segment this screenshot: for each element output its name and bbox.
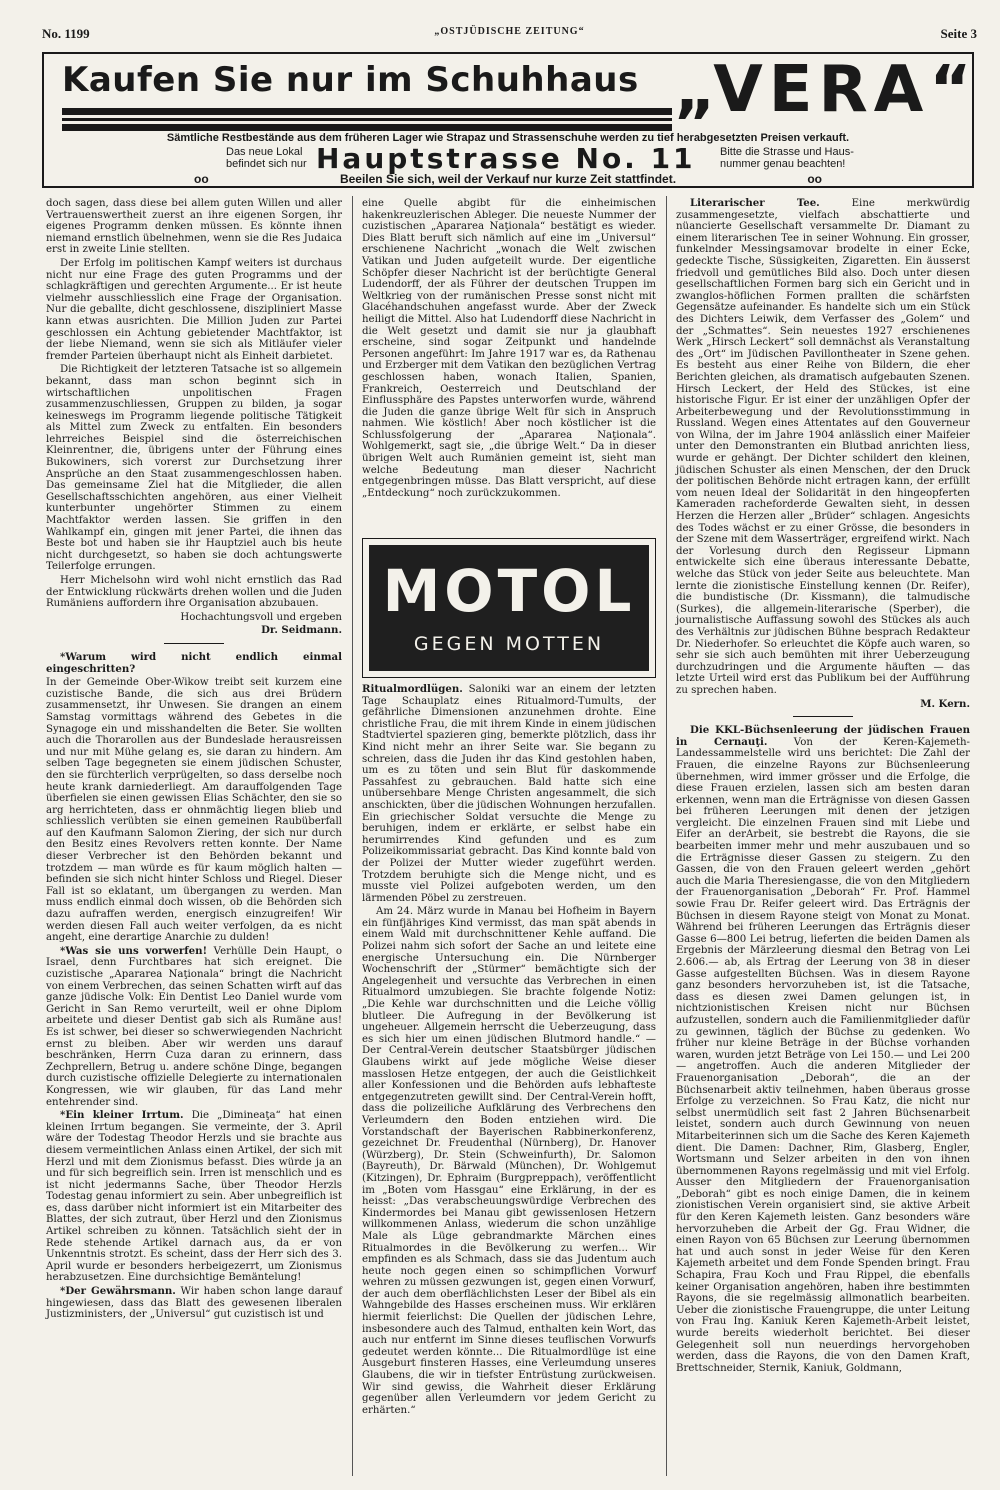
ad-headline: Kaufen Sie nur im Schuhhaus bbox=[62, 60, 639, 100]
ad-footer: Beeilen Sie sich, weil der Verkauf nur kurze Zeit stattfindet. bbox=[339, 172, 677, 186]
ad-location-line: befindet sich nur bbox=[226, 158, 307, 170]
ad-bar bbox=[62, 118, 672, 121]
motol-advertisement bbox=[362, 538, 656, 678]
shoe-store-advertisement bbox=[42, 52, 978, 188]
letter-signature: Dr. Seidmann. bbox=[261, 624, 342, 637]
page-number: Seite 3 bbox=[940, 26, 977, 41]
paragraph: Saloniki war an einem der letzten Tage Schauplatz eines Ritualmord-Tumults, der gefährliche Dimensionen anzunehmen drohte. Eine christliche Frau, die mit ihrem Kinde in einem jüdischen Stadtviertel spazieren ging, bemerkte plötzlich, dass ihr Kind nicht mehr an ihrer Seite war. Sie begann zu schreien, dass die Juden ihr das Kind gestohlen haben, um es zu töten und sein Blut für daskommende Passahfest zu gebrauchen. Bald hatte sich eine unübersehbare Menge Christen angesammelt, die sich anschickten, über die jüdischen Wohnungen herzufallen. Ein griechischer Soldat versuchte die Menge zu beruhigen, indem er erklärte, er selbst habe ein herumirrendes Kind gefunden und es zum Polizeikommissariat gebracht. Das Kind konnte bald von der Polizei der Mutter wieder zugeführt werden. Trotzdem beruhigte sich die Menge nicht, und es musste viel Polizei aufgeboten werden, um den lärmenden Pöbel zu zerstreuen. bbox=[362, 684, 656, 904]
paragraph: Am 24. März wurde in Manau bei Hofheim in Bayern ein fünfjähriges Kind vermisst, das man spät abends in einem Wald mit durchschnittener Kehle auffand. Die Polizei nahm sich sofort der Sache an und leitete eine energische Untersuchung ein. Die Nürnberger Wochenschrift der „Stürmer“ bemächtigte sich der Angelegenheit und versuchte das Verbrechen in einen Ritualmord umzubiegen. Sie brachte folgende Notiz: „Die Kehle war durchschnitten und die Leiche völlig blutleer. Die Aufregung in der Bevölkerung ist ungeheuer. Allgemein herrscht die Ueberzeugung, dass es sich hier um einen jüdischen Blutmord handle.“ — Der Central-Verein deutscher Staatsbürger jüdischen Glaubens wirkt auf jede mögliche Weise dieser masslosen Hetze entgegen, der auch die Geistlichkeit aller Konfessionen und die Behörden aufs lebhafteste entgegenzutreten gewillt sind. Der Central-Verein hofft, dass die polizeiliche Aufklärung des Verbrechens den Verleumdern den Boden entziehen wird. Die Vorstandschaft der Bayerischen Rabbinerkonferenz, gezeichnet Dr. Freudenthal (Nürnberg), Dr. Hanover (Würzberg), Dr. Stein (Schweinfurth), Dr. Salomon (Bayreuth), Dr. Bärwald (München), Dr. Wohlgemut (Kitzingen), Dr. Ephraim (Burgpreppach), veröffentlicht im „Boten vom Hassgau“ eine Erklärung, in der es heisst: „Das verabscheuungswürdige Verbrechen des Kindermordes bei Manau gibt gewissenlosen Hetzern willkommenen Anlass, wiederum die schon unzählige Male als Lüge gebrandmarkte Märchen eines Ritualmordes in die Bevölkerung zu werfen... Wir empfinden es als Schmach, dass sie das Judentum auch heute noch gegen einen so schimpflichen Vorwurf wehren zu müssen gezwungen ist, gegen einen Vorwurf, der auch dem oberflächlichsten Leser der Bibel als ein Wahngebilde des Hasses erscheinen muss. Wir erklären hiermit feierlichst: Die Quellen der jüdischen Lehre, insbesondere auch des Talmud, enthalten kein Wort, das auch nur entfernt im Sinne dieses teuflischen Vorwurfs gedeutet werden könnte... Die Ritualmordlüge ist eine Ausgeburt finsteren Hasses, eine Verleumdung unseres Glaubens, die wir in tiefster Entrüstung zurückweisen. Wir sind gewiss, die Wahrheit dieser Erklärung gegenüber allen Verleumdern vor jedem Gericht zu erhärten.“ bbox=[362, 906, 656, 1416]
ad-address-hint bbox=[720, 146, 854, 170]
column-middle-bottom bbox=[362, 684, 656, 1418]
paragraph: In der Gemeinde Ober-Wikow treibt seit kurzem eine cuzistische Bande, die sich aus drei Brüdern zusammensetzt, ihr Unwesen. Sie drangen an einem Samstag vormittags während des Gebetes in die Synagoge ein und misshandelten die Beter. Sie wollten auch die Thorarollen aus der Bundeslade herausreissen und nur mit Mühe gelang es, sie daran zu hindern. Am selben Tage begegneten sie einem jüdischen Schuster, den sie fürchterlich verprügelten, so dass derselbe noch heute krank darniederliegt. Am darauffolgenden Tage überfielen sie einen gewissen Elias Schächter, den sie so arg herrichteten, dass er ohnmächtig liegen blieb und schliesslich verübten sie einen gemeinen Raubüberfall auf den Kaufmann Salomon Ziering, der sich nur durch den Besitz eines Revolvers retten konnte. Der Name dieser Verbrecher ist den Behörden bekannt und trotzdem — man würde es für kaum möglich halten — befinden sie sich nicht hinter Schloss und Riegel. Dieser Fall ist so eklatant, um übergangen zu werden. Man muss endlich einmal doch wissen, ob die Behörden sich dazu aufraffen werden, energisch einzugreifen! Wir werden diesen Fall auch weiter verfolgen, da es nicht angeht, eine derartige Anarchie zu dulden! bbox=[46, 677, 342, 944]
ad-location-line: Das neue Lokal bbox=[226, 146, 303, 158]
ad-brand: „VERA“ bbox=[674, 53, 978, 127]
article-heading: *Warum wird nicht endlich einmal eingeschritten? bbox=[46, 650, 342, 675]
ad-subline: Sämtliche Restbestände aus dem früheren Lager wie Strapaz und Strassenschuhe werden zu tief herabgesetzten Preisen verkauft. bbox=[166, 132, 850, 144]
motol-brand: MOTOL bbox=[382, 557, 636, 625]
ad-address: Hauptstrasse No. 11 bbox=[316, 142, 696, 175]
article-heading: *Was sie uns vorwerfen! bbox=[60, 944, 208, 957]
section-rule bbox=[793, 716, 853, 717]
article-signature: M. Kern. bbox=[920, 697, 970, 710]
article-heading: Die KKL-Büchsenleerung der jüdischen Frauen in Cernauţi. bbox=[676, 724, 970, 748]
paragraph: Wir haben schon lange darauf hingewiesen, dass das Blatt des gewesenen liberalen Justizministers, der „Universul“ gut cuzistisch ist und bbox=[46, 1286, 342, 1321]
ad-hint-line: Bitte die Strasse und Haus- bbox=[720, 146, 854, 158]
ad-bar bbox=[62, 108, 672, 115]
paragraph: Von der Keren-Kajemeth-Landessammelstelle wird uns berichtet: Die Zahl der Frauen, die einzelne Rayons zur Büchsenleerung übernehmen, wird immer grösser und die Erfolge, die diese Frauen erzielen, lassen sich am besten daran erkennen, wenn man die Erträgnisse von diesen Gassen bei früheren Leerungen mit denen der jetzigen vergleicht. Die einzelnen Frauen sind mit Liebe und Eifer an derArbeit, sie bestrebt die Rayons, die sie bearbeiten immer mehr und mehr auszubauen und so die Erträgnisse dieser Gassen zu steigern. Zu den Gassen, die von den Frauen geleert werden „gehört auch die Maria Theresiengasse, die von den Mitgliedern der Frauenorganisation „Deborah“ Fr. Prof. Hammel sowie Frau Dr. Reifer geleert wird. Das Erträgnis der Büchsen in diesem Rayone steigt von Monat zu Monat. Während bei früheren Leerungen das Erträgnis dieser Gasse 6—800 Lei betrug, lieferten die beiden Damen als Ergebnis der Märzleerung diesmal den Betrag von Lei 2.606.— ab, als Ertrag der Leerung von 38 in dieser Gasse aufgestellten Büchsen. Was in diesem Rayone ganz besonders hervorzuheben ist, ist die Tatsache, dass es diesen zwei Damen gelungen ist, in nichtzionistischen Kreisen nicht nur Büchsen aufzustellen, sondern auch die Familienmitglieder dafür zu gewinnen, täglich der Büchse zu gedenken. Wo früher nur kleine Beträge in der Büchse vorhanden waren, wurden jetzt Beträge von Lei 150.— und Lei 200 — angetroffen. Auch die anderen Mitglieder der Frauenorganisation „Deborah“, die an der Büchsenarbeit aktiv teilnehmen, haben überaus grosse Erfolge zu verzeichnen. So Frau Katz, die nicht nur selbst unermüdlich seit fast 2 Jahren Büchsenarbeit leistet, sondern auch durch Gewinnung von neuen Mitarbeiterinnen sich um die Sache des Keren Kajemeth dient. Die Damen: Dachner, Rim, Glasberg, Engler, Wortsmann und Selzer arbeiten in den von ihnen übernommenen Rayons regelmässig und mit viel Erfolg. Ausser den Mitgliedern der Frauenorganisation „Deborah“ gibt es noch einige Damen, die in keinem zionistischen Verein organisiert sind, sie aktive Arbeit für den Keren Kajemeth leisten. Ganz besonders wäre hervorzuheben die Arbeit der Gg. Frau Widner, die einen Rayon von 65 Büchsen zur Leerung übernommen hat und auch sonst in jeder Weise für den Keren Kajemeth arbeitet und dem Fonde Spenden bringt. Frau Schapira, Frau Koch und Frau Rippel, die ebenfalls keiner Organisation angehören, haben ihre bestimmten Rayons, die sie regelmässig allmonatlich bearbeiten. Ueber die zionistische Frauengruppe, die unter Leitung von Frau Ing. Kaniuk Keren Kajemeth-Arbeit leistet, wurde bereits wiederholt berichtet. Bei dieser Gelegenheit soll nun neuerdings hervorgehoben werden, dass die Rayons, die von den Damen Kraft, Brettschneider, Sternik, Kaniuk, Goldmann, bbox=[676, 736, 970, 1374]
paragraph: Der Erfolg im politischen Kampf weiters ist durchaus nicht nur eine Frage des guten Programms und der schlagkräftigen und gerechten Argumente... Er ist heute vielmehr ausschliesslich eine Frage der Organisation. Nur die geballte, dicht geschlossene, diszipliniert Masse kann etwas ausrichten. Die Million Juden zur Partei geschlossen ein Achtung gebietender Machtfaktor, ist der liebe Niemand, wenn sie sich als Mitläufer vieler fremder Parteien überhaupt nicht als Einheit darbietet. bbox=[46, 257, 342, 362]
paragraph: Eine merkwürdig zusammengesetzte, vielfach abschattierte und nüancierte Gesellschaft versammelte Dr. Diamant zu einem literarischen Tee in seiner Wohnung. Ein grosser, funkelnder Messingsamovar brodelte in einer Ecke, gedeckte Tische, Süssigkeiten, Zigaretten. Ein äusserst friedvoll und gemütliches Bild also. Doch unter diesen gesellschaftlichen Formen barg sich ein Gericht und in zwanglos-höflichen Formen prallten die schärfsten Gegensätze aufeinander. Es handelte sich um ein Stück des Dichters Leiwik, dem Verfasser des „Golem“ und der „Schmattes“. Sein neuestes 1927 erschienenes Werk „Hirsch Leckert“ soll demnächst als Veranstaltung des „Ort“ im Jüdischen Pavillontheater in Szene gehen. Es besteht aus einer Reihe von Bildern, die eher Berichten gleichen, als dramatisch aufgebauten Szenen. Hirsch Leckert, der Held des Stückes, ist eine historische Figur. Er ist einer der unzähligen Opfer der Arbeiterbewegung und der Revolutionsstimmung in Russland. Wegen eines Attentates auf den Gouverneur von Wilna, der im Jahre 1904 anlässlich einer Maifeier unter den Demonstranten ein Blutbad anrichten liess, wurde er gehängt. Der Dichter schildert den kleinen, jüdischen Schuster als einen Menschen, der den Druck der politischen Behörde nicht ertragen kann, der erfüllt vom neuen Ideal der Solidarität in den hingeopferten Kameraden racheforderde Gewalten sieht, in dessen Herzen die Herzen aller „Brüder“ schlagen. Angesichts des Todes wächst er zu einer Grösse, die besonders in der Szene mit dem Wasserträger, ergreifend wirkt. Nach der Vorlesung durch den Regisseur Lipmann entwickelte sich eine überaus interessante Debatte, welche das Stück von jeder Seite aus beleuchtete. Man lernte die zionistische Einstellung kennen (Dr. Reifer), die bundistische (Dr. Kissmann), die talmudische (Surkes), die allgemein-literarische (Sperber), die journalistische Auffassung sowohl des Stückes als auch des Verhältnis zur jüdischen Bühne besprach Redakteur Dr. Niederhofer. So erleuchtet die Köpfe auch waren, so sehr sie sich auch bemühten mit ihrer Ueberzeugung durchzudringen und die Argumente häuften — das letzte Urteil wird erst das Publikum bei der Aufführung zu sprechen haben. bbox=[676, 198, 970, 696]
letter-closing: Hochachtungsvoll und ergeben bbox=[180, 611, 342, 623]
column-divider bbox=[666, 196, 667, 1476]
paragraph: Die Richtigkeit der letzteren Tatsache ist so allgemein bekannt, dass man schon beginnt sich in wirtschaftlichen unpolitischen Fragen zusammenzuschliessen, Gruppen zu bilden, ja sogar keineswegs im Programm liegende politische Tätigkeit als Mittel zum Zweck zu entfalten. Ein besonders lehrreiches Beispiel sind die österreichischen Kleinrentner, die, übrigens unter der Führung eines Bukowiners, sich vorerst zur Durchsetzung ihrer Ansprüche an den Staat zusammengeschlossen haben. Das gemeinsame Ziel hat die Mitglieder, die allen Gesellschaftsschichten angehören, aus einer Vielheit kunterbunter ungehörter Stimmen zu einem Machtfaktor werden lassen. Sie griffen in den Wahlkampf ein, gingen mit jener Partei, die ihnen das Beste bot und haben sie ihr Hauptziel auch bis heute nicht durchgesetzt, so haben sie doch achtungswerte Teilerfolge errungen. bbox=[46, 364, 342, 573]
column-left bbox=[46, 198, 342, 1323]
motol-tagline: GEGEN MOTTEN bbox=[413, 633, 605, 655]
newspaper-title: „OSTJÜDISCHE ZEITUNG“ bbox=[434, 26, 585, 37]
issue-number: No. 1199 bbox=[42, 26, 90, 41]
ad-ornament: oo bbox=[194, 172, 209, 186]
masthead bbox=[42, 26, 977, 40]
column-divider bbox=[352, 196, 353, 1476]
paragraph: Die „Dimineaţa“ hat einen kleinen Irrtum begangen. Sie vermeinte, der 3. April wäre der Todestag Theodor Herzls und sie brachte aus diesem vermeintlichen Anlass einen Artikel, der sich mit Herzl und mit dem Zionismus befasst. Dies würde ja an und für sich begreiflich sein. Irren ist menschlich und es ist nicht jedermanns Sache, über Theodor Herzls Todestag genau informiert zu sein. Aber unbegreiflich ist es, dass darüber nicht informiert ist ein Mitarbeiter des Blattes, der sich zutraut, über Herzl und den Zionismus Artikel schreiben zu können. Tatsächlich sieht der in Rede stehende Artikel darnach aus, da er von Unkenntnis strotzt. Es scheint, dass der Herr sich des 3. April wurde er besonders herbeigezerrt, um Zionismus herabzusetzen. Eine durchsichtige Bemäntelung! bbox=[46, 1110, 342, 1284]
paragraph: doch sagen, dass diese bei allem guten Willen und aller Vertrauenswertheit zuerst an ihre eigenen Sorgen, ihr eigenes Programm denken müssen. Es könnte ihnen niemand ernstlich übelnehmen, wenn sie die Res Judaica erst in zweite Linie stellten. bbox=[46, 198, 342, 256]
column-right bbox=[676, 198, 970, 1376]
ad-location-note bbox=[226, 146, 307, 170]
column-middle-top bbox=[362, 198, 656, 501]
article-heading: *Ein kleiner Irrtum. bbox=[60, 1109, 184, 1122]
article-heading: *Der Gewährsmann. bbox=[60, 1285, 176, 1298]
ad-bar bbox=[62, 124, 672, 131]
article-heading: Ritualmordlügen. bbox=[362, 683, 463, 695]
paragraph: Verhülle Dein Haupt, o Israel, denn Furchtbares hat sich ereignet. Die cuzistische „Apararea Naţionala“ bringt die Nachricht von einem Verbrechen, das seinen Schatten wirft auf das ganze jüdische Volk: Ein Dentist Leo Daniel wurde vom Gericht in San Remo verurteilt, weil er ohne Diplom arbeitete und dieser Dentist gab sich als Rumäne aus! Es ist schwer, bei dieser so schwerwiegenden Nachricht ernst zu bleiben. Aber wir werden uns darauf beschränken, Herrn Cuza daran zu erinnern, dass Zechprellern, Betrug u. andere schöne Dinge, begangen durch cuzistische offizielle Delegierte zu internationalen Kongressen, wie wir glauben, für das Land mehr entehrender sind. bbox=[46, 945, 342, 1108]
section-rule bbox=[164, 643, 224, 644]
paragraph: eine Quelle abgibt für die einheimischen hakenkreuzlerischen Ableger. Die neueste Nummer der cuzistischen „Apararea Naţionala“ bestätigt es wieder. Dies Blatt beruft sich nämlich auf eine im „Universul“ erschienene Nachricht „wonach die Welt zwischen Vatikan und Juden aufgeteilt wurde. Der eigentliche Schöpfer dieser Nachricht ist der berüchtigte General Ludendorff, der als Führer der deutschen Truppen im Weltkrieg von der rumänischen Presse sonst nicht mit Glacéhandschuhen angefasst wurde. Aber der Zweck heiligt die Mittel. Also hat Ludendorff diese Nachricht in die Welt gesetzt und damit sie nur ja glaubhaft erscheine, sind sogar Zeitpunkt und handelnde Personen angeführt: Im Jahre 1917 war es, da Rathenau und Erzberger mit dem Vatikan den bezüglichen Vertrag geschlossen haben, wonach Italien, Spanien, Frankreich, Oesterreich und Deutschland der Einflussphäre des Papstes unterworfen wurde, während die Juden die ganze übrige Welt für sich in Anspruch nahmen. Wie köstlich! Aber noch köstlicher ist die Schlussfolgerung der „Apararea Naţionala“. Wohlgemerkt, sagt sie, „die übrige Welt.“ Da in dieser übrigen Welt auch Rumänien gemeint ist, sieht man welche Bedeutung man dieser Nachricht entgegenbringen müsse. Das Blatt verspricht, auf diese „Entdeckung“ noch zurückzukommen. bbox=[362, 198, 656, 499]
motol-panel bbox=[369, 545, 649, 671]
article-heading: Literarischer Tee. bbox=[690, 197, 820, 209]
paragraph: Herr Michelsohn wird wohl nicht ernstlich das Rad der Entwicklung rückwärts drehen wollen und die Juden Rumäniens auffordern ihre Organisation abzubauen. bbox=[46, 575, 342, 610]
ad-hint-line: nummer genau beachten! bbox=[720, 158, 846, 170]
ad-ornament: oo bbox=[807, 172, 822, 186]
